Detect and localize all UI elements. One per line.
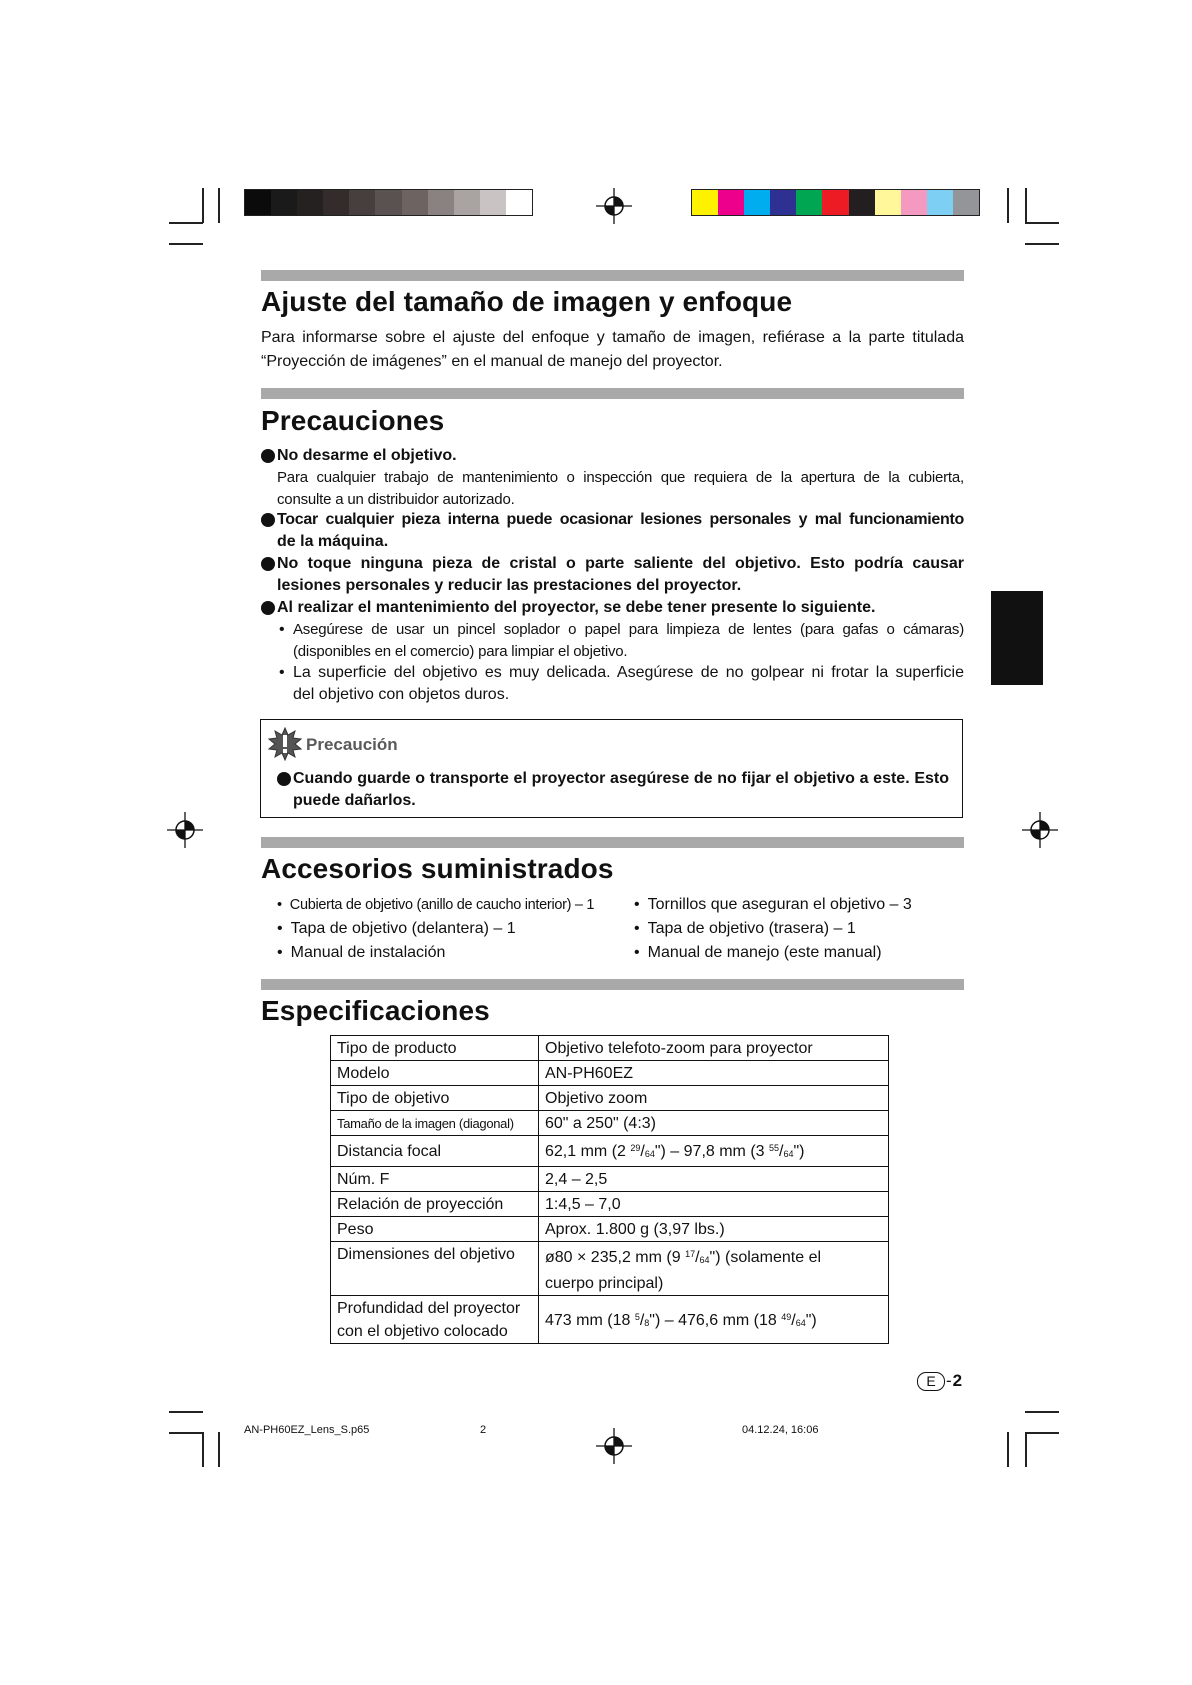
spec-key: Núm. F	[331, 1167, 539, 1192]
crop-mark	[1007, 188, 1009, 223]
spec-key: Relación de proyección	[331, 1192, 539, 1217]
color-swatch	[718, 190, 744, 215]
spec-value	[539, 1296, 889, 1344]
section-rule	[261, 388, 964, 399]
color-swatch	[901, 190, 927, 215]
accessory-text: Cubierta de objetivo (anillo de caucho interior) – 1	[289, 897, 595, 913]
key-text: Profundidad del proyector	[337, 1300, 521, 1317]
accessory-text: Tapa de objetivo (delantera) – 1	[290, 920, 516, 937]
color-calibration-bar	[691, 189, 980, 216]
text-line: (disponibles en el comercio) para limpiar el objetivo.	[293, 643, 628, 660]
page-number	[917, 1371, 962, 1391]
crop-mark	[218, 188, 220, 223]
crop-mark	[169, 1411, 203, 1413]
color-swatch	[796, 190, 822, 215]
color-swatch	[744, 190, 770, 215]
fraction-numerator: 55	[769, 1143, 780, 1153]
section-title-ajuste: Ajuste del tamaño de imagen y enfoque	[261, 286, 793, 317]
bullet-dot-icon	[261, 513, 275, 527]
text-line: “Proyección de imágenes” en el manual de manejo del proyector.	[261, 353, 723, 370]
bullet-item	[261, 597, 964, 619]
footer-date: 04.12.24, 16:06	[742, 1424, 819, 1436]
sub-bullet-dot-icon: •	[279, 621, 285, 638]
accessory-item: • Tapa de objetivo (delantera) – 1	[277, 920, 516, 937]
bullet-item	[261, 445, 964, 511]
value-text: ") – 97,8 mm (3	[654, 1143, 769, 1160]
text-line: La superficie del objetivo es muy delicada. Asegúrese de no golpear ni frotar la superficie	[293, 664, 964, 681]
value-text: ")	[793, 1143, 805, 1160]
gray-swatch	[271, 190, 297, 215]
text-line: No toque ninguna pieza de cristal o parte saliente del objetivo. Esto podría causar	[277, 555, 964, 572]
caution-burst-icon	[268, 727, 302, 761]
fraction-slash: /	[695, 1249, 700, 1266]
accessory-text: Tornillos que aseguran el objetivo – 3	[647, 896, 912, 913]
fraction-denominator: 64	[699, 1255, 710, 1265]
bullet-text	[277, 553, 964, 597]
text-line: Para informarse sobre el ajuste del enfoque y tamaño de imagen, refiérase a la parte titulada	[261, 329, 964, 346]
spec-table	[330, 1035, 889, 1344]
text-line: consulte a un distribuidor autorizado.	[277, 491, 515, 508]
crop-mark	[1025, 243, 1059, 245]
text-line: Tocar cualquier pieza interna puede ocasionar lesiones personales y mal funcionamiento	[277, 511, 964, 528]
table-row	[331, 1086, 889, 1111]
registration-mark-icon	[596, 188, 632, 224]
value-text: ")	[805, 1311, 817, 1329]
table-row	[331, 1136, 889, 1167]
crop-mark	[202, 188, 204, 223]
crop-mark	[1025, 188, 1027, 223]
sub-bullet-text	[293, 619, 964, 663]
text-line: puede dañarlos.	[293, 792, 416, 809]
spec-key: Modelo	[331, 1061, 539, 1086]
language-badge: E	[917, 1372, 945, 1391]
accessory-text: Tapa de objetivo (trasera) – 1	[647, 920, 856, 937]
text-line: lesiones personales y reducir las prestaciones del proyector.	[277, 577, 742, 594]
text-line: de la máquina.	[277, 533, 389, 550]
section-title-accesorios: Accesorios suministrados	[261, 853, 614, 884]
crop-mark	[1025, 1432, 1059, 1434]
crop-mark	[169, 1432, 203, 1434]
fraction-denominator: 64	[795, 1317, 806, 1328]
accessory-item: • Manual de manejo (este manual)	[634, 944, 882, 961]
gray-swatch	[402, 190, 428, 215]
table-row	[331, 1217, 889, 1242]
fraction-denominator: 64	[644, 1149, 655, 1159]
caution-title: Precaución	[306, 735, 398, 754]
spec-value: Aprox. 1.800 g (3,97 lbs.)	[539, 1217, 889, 1242]
spec-key: Distancia focal	[331, 1136, 539, 1167]
section-title-especificaciones: Especificaciones	[261, 995, 490, 1026]
bullet-item	[261, 553, 964, 597]
color-swatch	[849, 190, 875, 215]
crop-mark	[169, 243, 203, 245]
value-text: 473 mm (18	[545, 1311, 635, 1329]
registration-mark-icon	[1022, 812, 1058, 848]
spec-key: Tamaño de la imagen (diagonal)	[331, 1111, 539, 1136]
color-swatch	[927, 190, 953, 215]
caution-text	[293, 768, 949, 812]
registration-mark-icon	[167, 812, 203, 848]
gray-swatch	[480, 190, 506, 215]
color-swatch	[953, 190, 979, 215]
crop-mark	[1025, 222, 1059, 224]
bullet-text	[277, 509, 964, 553]
table-row	[331, 1061, 889, 1086]
accessory-item: • Cubierta de objetivo (anillo de caucho interior) – 1	[277, 897, 595, 913]
spec-value: Objetivo zoom	[539, 1086, 889, 1111]
section-rule	[261, 837, 964, 848]
accessory-item: • Tornillos que aseguran el objetivo – 3	[634, 896, 912, 913]
gray-calibration-bar	[244, 189, 533, 216]
gray-swatch	[428, 190, 454, 215]
text-line: Asegúrese de usar un pincel soplador o papel para limpieza de lentes (para gafas o cámaras)	[293, 621, 964, 638]
spec-key: Tipo de objetivo	[331, 1086, 539, 1111]
bullet-text	[277, 445, 964, 511]
spec-value	[539, 1136, 889, 1167]
section-rule	[261, 270, 964, 281]
table-row	[331, 1167, 889, 1192]
accessory-text: Manual de manejo (este manual)	[647, 944, 882, 961]
bullet-heading: No desarme el objetivo.	[277, 447, 457, 464]
bullet-text: Al realizar el mantenimiento del proyector, se debe tener presente lo siguiente.	[277, 599, 876, 616]
sub-bullet-item	[277, 619, 964, 663]
footer-page: 2	[480, 1424, 487, 1436]
text-line: del objetivo con objetos duros.	[293, 686, 510, 703]
fraction-numerator: 29	[630, 1143, 641, 1153]
crop-mark	[218, 1432, 220, 1467]
table-row	[331, 1111, 889, 1136]
fraction-slash: /	[640, 1143, 645, 1160]
registration-mark-icon	[596, 1428, 632, 1464]
fraction-slash: /	[639, 1311, 645, 1329]
spec-value: 60" a 250" (4:3)	[539, 1111, 889, 1136]
fraction-denominator: 8	[644, 1317, 650, 1328]
caution-box	[260, 719, 963, 818]
value-text: ") – 476,6 mm (18	[649, 1311, 782, 1329]
value-text: 62,1 mm (2	[545, 1143, 631, 1160]
gray-swatch	[349, 190, 375, 215]
color-swatch	[692, 190, 718, 215]
page-number-sep: -	[946, 1371, 952, 1390]
spec-key: Peso	[331, 1217, 539, 1242]
value-text: ø80 × 235,2 mm (9	[545, 1249, 686, 1266]
accessory-item: • Manual de instalación	[277, 944, 446, 961]
gray-swatch	[506, 190, 532, 215]
spec-value: AN-PH60EZ	[539, 1061, 889, 1086]
crop-mark	[1007, 1432, 1009, 1467]
caution-bullet	[277, 768, 949, 812]
spec-key	[331, 1296, 539, 1344]
value-text: cuerpo principal)	[545, 1275, 664, 1292]
sub-bullet-item	[277, 662, 964, 706]
table-row	[331, 1242, 889, 1296]
gray-swatch	[297, 190, 323, 215]
sub-bullet-dot-icon: •	[279, 664, 285, 681]
text-line: Para cualquier trabajo de mantenimiento o inspección que requiera de la apertura de la cubierta,	[277, 469, 964, 486]
fraction-slash: /	[791, 1311, 796, 1329]
table-row	[331, 1192, 889, 1217]
table-row	[331, 1296, 889, 1344]
spec-key: Dimensiones del objetivo	[331, 1242, 539, 1296]
fraction-denominator: 64	[783, 1149, 794, 1159]
table-row	[331, 1036, 889, 1061]
footer-filename: AN-PH60EZ_Lens_S.p65	[244, 1424, 370, 1436]
bullet-dot-icon	[277, 772, 291, 786]
bullet-item	[261, 509, 964, 553]
key-text: con el objetivo colocado	[337, 1323, 508, 1340]
gray-swatch	[323, 190, 349, 215]
crop-mark	[202, 1432, 204, 1467]
bullet-dot-icon	[261, 601, 275, 615]
fraction-numerator: 17	[685, 1249, 696, 1259]
bullet-dot-icon	[261, 449, 275, 463]
page-number-value: 2	[952, 1371, 963, 1390]
spec-value: 2,4 – 2,5	[539, 1167, 889, 1192]
ajuste-paragraph	[261, 326, 964, 374]
color-swatch	[875, 190, 901, 215]
spec-value	[539, 1242, 889, 1296]
section-title-precauciones: Precauciones	[261, 405, 445, 436]
sub-bullet-text	[293, 662, 964, 706]
fraction-numerator: 49	[781, 1311, 792, 1322]
bullet-dot-icon	[261, 557, 275, 571]
spec-value: 1:4,5 – 7,0	[539, 1192, 889, 1217]
value-text: ") (solamente el	[709, 1249, 822, 1266]
gray-swatch	[245, 190, 271, 215]
accessory-item: • Tapa de objetivo (trasera) – 1	[634, 920, 856, 937]
accessory-text: Manual de instalación	[290, 944, 446, 961]
crop-mark	[169, 222, 203, 224]
section-thumb-tab	[991, 591, 1043, 685]
gray-swatch	[375, 190, 401, 215]
crop-mark	[1025, 1411, 1059, 1413]
text-line: Cuando guarde o transporte el proyector asegúrese de no fijar el objetivo a este. Esto	[293, 770, 949, 787]
spec-key: Tipo de producto	[331, 1036, 539, 1061]
color-swatch	[770, 190, 796, 215]
section-rule	[261, 979, 964, 990]
color-swatch	[822, 190, 848, 215]
crop-mark	[1025, 1432, 1027, 1467]
fraction-numerator: 5	[634, 1311, 640, 1322]
spec-value: Objetivo telefoto-zoom para proyector	[539, 1036, 889, 1061]
gray-swatch	[454, 190, 480, 215]
fraction-slash: /	[779, 1143, 784, 1160]
